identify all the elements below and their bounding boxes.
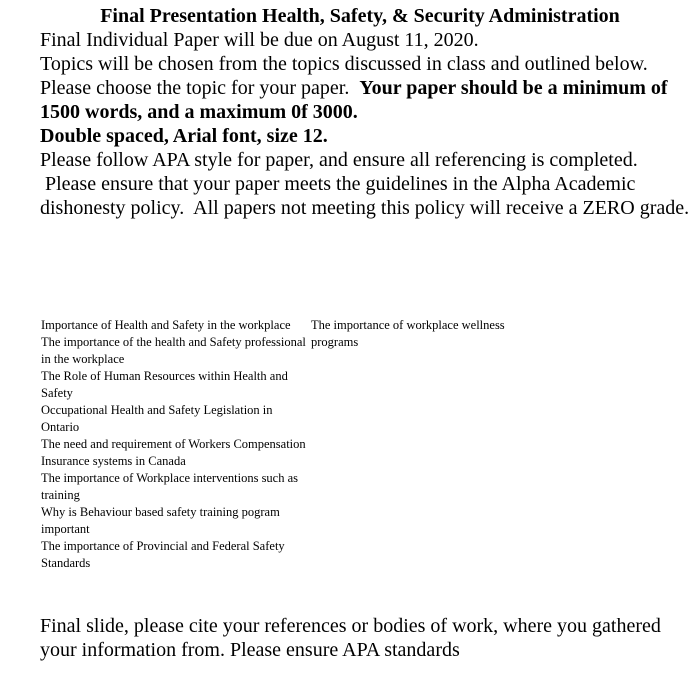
- topics-line-1: Topics will be chosen from the topics discussed in class and outlined below.: [40, 53, 648, 75]
- format-requirement-line: [40, 124, 690, 148]
- policy-line: Please ensure that your paper meets the guidelines in the Alpha Academic dishonesty policy.: [40, 173, 636, 219]
- topic-item: Why is Behaviour based safety training pogram important: [41, 505, 280, 536]
- format-requirement: Double spaced, Arial font, size 12.: [40, 125, 328, 147]
- topics-instruction: [40, 52, 690, 124]
- topic-item: The importance of the health and Safety professional in the workplace: [41, 335, 306, 366]
- apa-line: Please follow APA style for paper, and ensure all referencing is completed.: [40, 149, 638, 171]
- topics-list-right: [311, 317, 551, 351]
- policy-paragraph: [40, 172, 690, 220]
- zero-grade-line: All papers not meeting this policy will receive a ZERO grade.: [193, 197, 690, 219]
- word-requirement: Your paper should be a minimum of 1500 words, and a maximum 0f 3000.: [40, 77, 668, 123]
- topic-item: The importance of Provincial and Federal Safety Standards: [41, 539, 285, 570]
- topics-list-left: [41, 317, 311, 572]
- topic-item: Occupational Health and Safety Legislation in Ontario: [41, 403, 273, 434]
- topic-item: The Role of Human Resources within Health and Safety: [41, 369, 288, 400]
- page-title: Final Presentation Health, Safety, & Security Administration: [100, 5, 620, 27]
- topic-item: The importance of workplace wellness programs: [311, 318, 505, 349]
- intro-instructions: [40, 28, 690, 220]
- topic-item: The importance of Workplace interventions such as training: [41, 471, 299, 502]
- topic-item: The need and requirement of Workers Compensation Insurance systems in Canada: [41, 437, 306, 468]
- final-slide-note: Final slide, please cite your references or bodies of work, where you gathered your information from. Please ensure APA standards: [40, 615, 661, 661]
- topics-line-2: Please choose the topic for your paper.: [40, 77, 350, 99]
- due-date-line: Final Individual Paper will be due on August 11, 2020.: [40, 29, 479, 51]
- topic-item: Importance of Health and Safety in the workplace: [41, 318, 291, 332]
